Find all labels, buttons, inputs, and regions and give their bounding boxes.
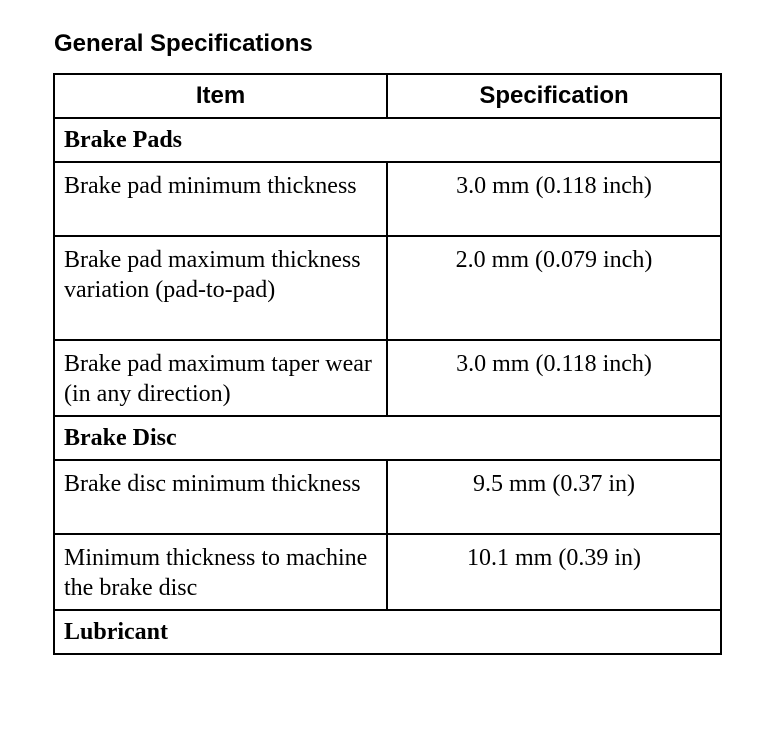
item-cell: Brake disc minimum thickness: [54, 460, 387, 534]
spec-cell: 2.0 mm (0.079 inch): [387, 236, 721, 340]
page-title: General Specifications: [54, 30, 313, 57]
spec-cell: 3.0 mm (0.118 inch): [387, 162, 721, 236]
section-title-brake-disc: Brake Disc: [54, 416, 721, 460]
spec-cell: 9.5 mm (0.37 in): [387, 460, 721, 534]
item-cell: Brake pad minimum thickness: [54, 162, 387, 236]
spec-cell: 3.0 mm (0.118 inch): [387, 340, 721, 416]
table-row: [54, 460, 721, 534]
column-header-item: Item: [54, 74, 387, 118]
item-cell: Minimum thickness to machine the brake disc: [54, 534, 387, 610]
column-header-specification: Specification: [387, 74, 721, 118]
section-title-brake-pads: Brake Pads: [54, 118, 721, 162]
table-row: [54, 162, 721, 236]
table-row: [54, 534, 721, 610]
section-row-brake-pads: [54, 118, 721, 162]
table-row: [54, 340, 721, 416]
table-row: [54, 236, 721, 340]
item-cell: Brake pad maximum taper wear (in any direction): [54, 340, 387, 416]
specifications-table: [53, 73, 722, 655]
item-cell: Brake pad maximum thickness variation (pad-to-pad): [54, 236, 387, 340]
spec-cell: 10.1 mm (0.39 in): [387, 534, 721, 610]
section-row-brake-disc: [54, 416, 721, 460]
section-row-lubricant: [54, 610, 721, 654]
section-title-lubricant: Lubricant: [54, 610, 721, 654]
table-header-row: [54, 74, 721, 118]
